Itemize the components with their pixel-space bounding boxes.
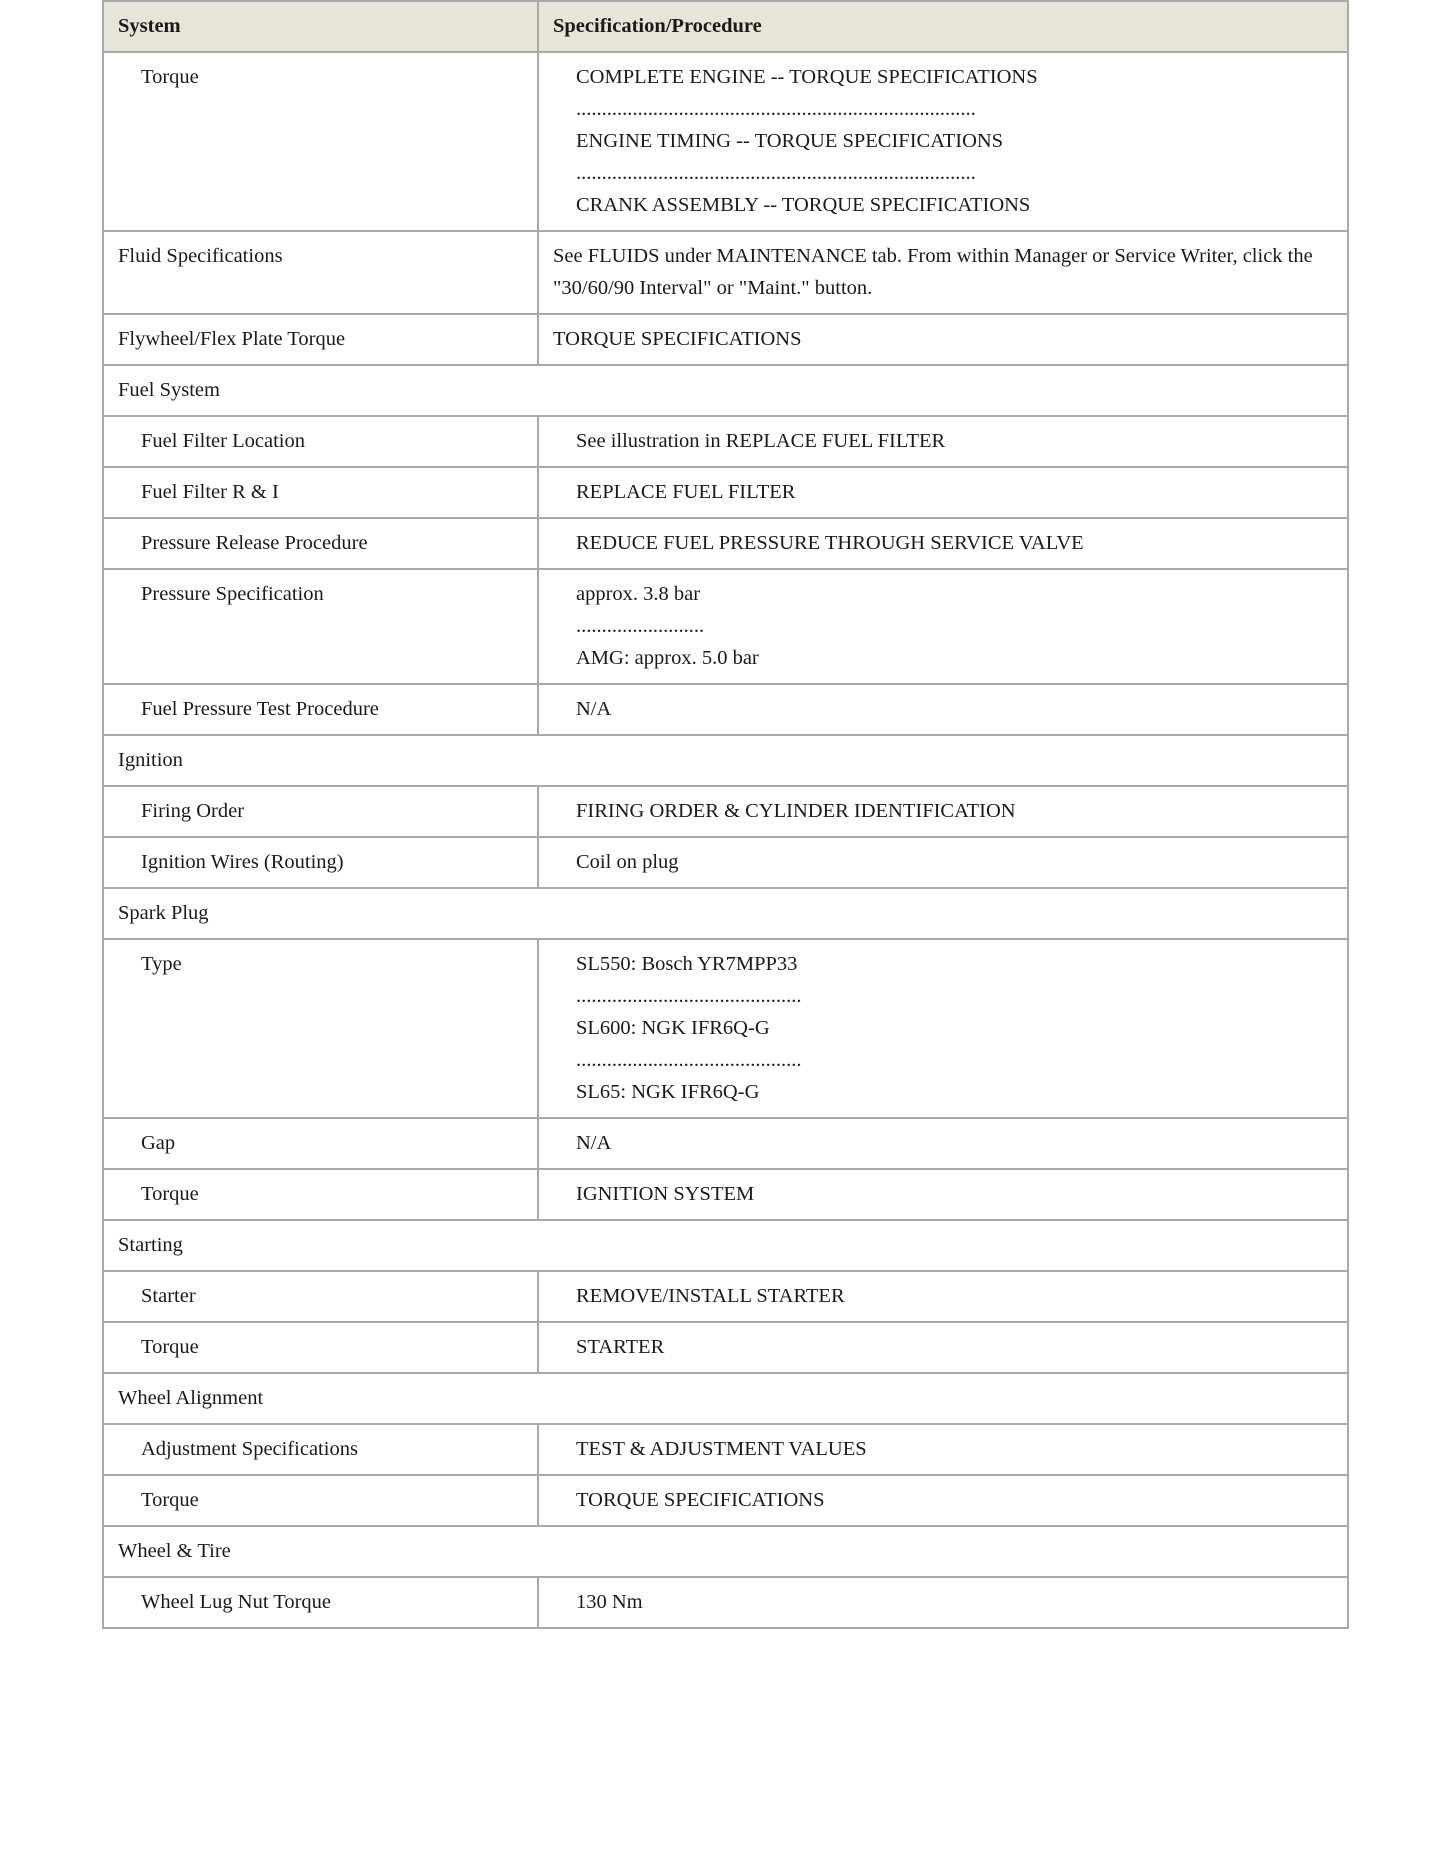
- table-header: [103, 1, 1348, 52]
- specification-line: COMPLETE ENGINE -- TORQUE SPECIFICATIONS: [576, 66, 1038, 88]
- specification-cell: [538, 1322, 1348, 1373]
- specification-cell: [538, 569, 1348, 684]
- system-cell: Type: [103, 939, 538, 1118]
- table-row: [103, 52, 1348, 231]
- specification-line: approx. 3.8 bar: [576, 583, 701, 605]
- system-cell: Pressure Release Procedure: [103, 518, 538, 569]
- system-cell: Torque: [103, 52, 538, 231]
- system-cell: Pressure Specification: [103, 569, 538, 684]
- group-row: [103, 1220, 1348, 1271]
- system-cell: Ignition Wires (Routing): [103, 837, 538, 888]
- table-row: [103, 416, 1348, 467]
- specification-cell: [538, 416, 1348, 467]
- table-row: [103, 518, 1348, 569]
- specification-table: [102, 0, 1349, 1629]
- specification-cell: [538, 314, 1348, 365]
- system-cell: Torque: [103, 1169, 538, 1220]
- specification-line: SL65: NGK IFR6Q-G: [576, 1081, 760, 1103]
- dot-leader: ............................................: [576, 985, 802, 1007]
- specification-cell: [538, 684, 1348, 735]
- system-cell: Firing Order: [103, 786, 538, 837]
- specification-cell: [538, 786, 1348, 837]
- table-row: [103, 1322, 1348, 1373]
- system-cell: Starter: [103, 1271, 538, 1322]
- specification-line: Coil on plug: [576, 851, 679, 873]
- specification-line: See illustration in REPLACE FUEL FILTER: [576, 430, 946, 452]
- table-row: [103, 1424, 1348, 1475]
- specification-cell: [538, 1271, 1348, 1322]
- specification-line: AMG: approx. 5.0 bar: [576, 647, 759, 669]
- specification-line: SL550: Bosch YR7MPP33: [576, 953, 798, 975]
- specification-cell: [538, 1577, 1348, 1628]
- header-row: [103, 1, 1348, 52]
- system-cell: Torque: [103, 1322, 538, 1373]
- specification-cell: [538, 518, 1348, 569]
- specification-line: IGNITION SYSTEM: [576, 1183, 755, 1205]
- specification-cell: [538, 837, 1348, 888]
- system-cell: Fuel Pressure Test Procedure: [103, 684, 538, 735]
- specification-cell: [538, 1424, 1348, 1475]
- group-heading: Starting: [103, 1220, 1348, 1271]
- table-row: [103, 1271, 1348, 1322]
- group-heading: Fuel System: [103, 365, 1348, 416]
- specification-line: 130 Nm: [576, 1591, 643, 1613]
- specification-cell: [538, 1118, 1348, 1169]
- system-cell: Fuel Filter Location: [103, 416, 538, 467]
- specification-line: FIRING ORDER & CYLINDER IDENTIFICATION: [576, 800, 1016, 822]
- specification-line: SL600: NGK IFR6Q-G: [576, 1017, 770, 1039]
- specification-cell: [538, 1475, 1348, 1526]
- system-cell: Fuel Filter R & I: [103, 467, 538, 518]
- system-cell: Fluid Specifications: [103, 231, 538, 314]
- group-row: [103, 1373, 1348, 1424]
- group-heading: Ignition: [103, 735, 1348, 786]
- specification-line: TORQUE SPECIFICATIONS: [553, 328, 802, 350]
- specification-line: N/A: [576, 1132, 612, 1154]
- dot-leader: .........................: [576, 615, 705, 637]
- group-row: [103, 1526, 1348, 1577]
- dot-leader: ............................................: [576, 1049, 802, 1071]
- table-row: [103, 569, 1348, 684]
- header-specification-procedure: Specification/Procedure: [538, 1, 1348, 52]
- table-row: [103, 837, 1348, 888]
- table-row: [103, 467, 1348, 518]
- table-row: [103, 1118, 1348, 1169]
- specification-cell: [538, 467, 1348, 518]
- specification-line: TEST & ADJUSTMENT VALUES: [576, 1438, 867, 1460]
- group-heading: Spark Plug: [103, 888, 1348, 939]
- specification-line: STARTER: [576, 1336, 665, 1358]
- table-row: [103, 314, 1348, 365]
- dot-leader: ..............................................................................: [576, 98, 976, 120]
- header-system: System: [103, 1, 538, 52]
- group-heading: Wheel & Tire: [103, 1526, 1348, 1577]
- specification-line: N/A: [576, 698, 612, 720]
- specification-line: CRANK ASSEMBLY -- TORQUE SPECIFICATIONS: [576, 194, 1031, 216]
- specification-cell: [538, 231, 1348, 314]
- system-cell: Adjustment Specifications: [103, 1424, 538, 1475]
- specification-cell: [538, 52, 1348, 231]
- specification-line: ENGINE TIMING -- TORQUE SPECIFICATIONS: [576, 130, 1004, 152]
- specification-cell: [538, 939, 1348, 1118]
- table-row: [103, 231, 1348, 314]
- table-row: [103, 1475, 1348, 1526]
- specification-line: See FLUIDS under MAINTENANCE tab. From within Manager or Service Writer, click the "30/60/90 Interval" or "Maint." button.: [553, 245, 1313, 299]
- system-cell: Flywheel/Flex Plate Torque: [103, 314, 538, 365]
- specification-line: REMOVE/INSTALL STARTER: [576, 1285, 845, 1307]
- table-row: [103, 939, 1348, 1118]
- system-cell: Wheel Lug Nut Torque: [103, 1577, 538, 1628]
- system-cell: Torque: [103, 1475, 538, 1526]
- table-body: [103, 52, 1348, 1628]
- table-row: [103, 1169, 1348, 1220]
- group-row: [103, 735, 1348, 786]
- dot-leader: ..............................................................................: [576, 162, 976, 184]
- system-cell: Gap: [103, 1118, 538, 1169]
- specification-cell: [538, 1169, 1348, 1220]
- table-row: [103, 1577, 1348, 1628]
- group-row: [103, 888, 1348, 939]
- group-row: [103, 365, 1348, 416]
- table-row: [103, 786, 1348, 837]
- specification-line: TORQUE SPECIFICATIONS: [576, 1489, 825, 1511]
- specification-line: REDUCE FUEL PRESSURE THROUGH SERVICE VALVE: [576, 532, 1084, 554]
- group-heading: Wheel Alignment: [103, 1373, 1348, 1424]
- table-row: [103, 684, 1348, 735]
- specification-line: REPLACE FUEL FILTER: [576, 481, 796, 503]
